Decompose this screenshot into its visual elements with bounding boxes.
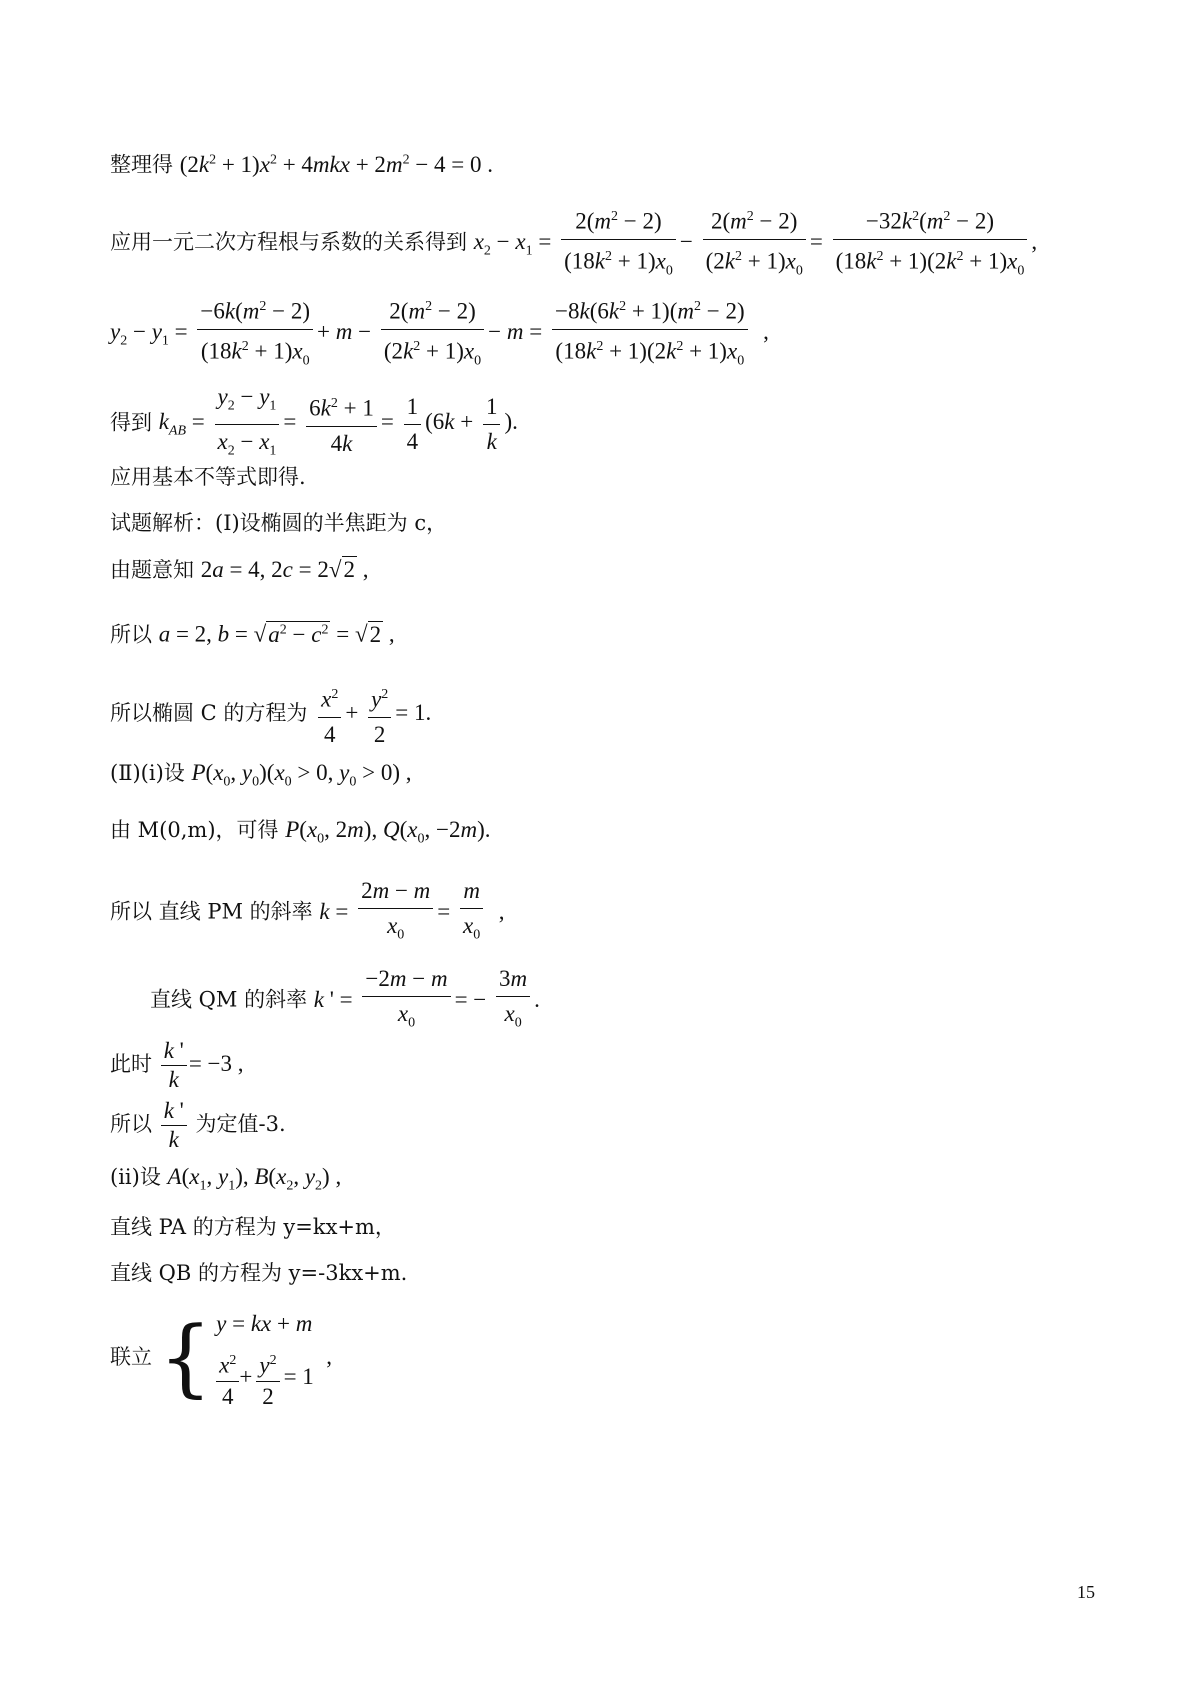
eq-line-slope-pm: 所以 直线 PM 的斜率 k = $\frac{2m - m}{x_0}$ = $\frac{m}{x_0}$ , xyxy=(110,874,505,953)
text-label: 由题意知 xyxy=(110,558,194,582)
text-label: 得到 xyxy=(110,410,152,435)
text-line-pa xyxy=(110,1212,396,1242)
eq-line-system: 联立 { y = kx + m $\frac{x^2}{4}$ + $\frac{y^2}{2}$ = 1 , xyxy=(110,1307,332,1409)
text-label: 所以 xyxy=(110,622,152,647)
text-label: 所以 直线 PM 的斜率 xyxy=(110,899,313,924)
text-label: 联立 xyxy=(110,1344,152,1369)
text-label: 直线 QM 的斜率 xyxy=(150,987,308,1012)
eq-line-point-p: (Ⅱ)(i)设 $P(x_0$, $y_0)(x_0 > 0$, $y_0 > 0$) , xyxy=(110,760,412,790)
text-label: 直线 PA 的方程为 y=kx+m， xyxy=(110,1215,396,1239)
text-label: 所以椭圆 C 的方程为 xyxy=(110,701,308,726)
text-label: 直线 QB 的方程为 y=-3kx+m. xyxy=(110,1261,408,1285)
text-label: 由 M(0,m)，可得 xyxy=(110,818,279,842)
eq-line-ratio: 此时 $\frac{k '}{k}$ = −3 , xyxy=(110,1038,244,1092)
eq-line-points-pq: 由 M(0,m)，可得 $P(x_0$, 2m), $Q(x_0$, −2m). xyxy=(110,817,491,847)
text-label: 此时 xyxy=(110,1051,152,1076)
text-label: 试题解析：(Ⅰ)设椭圆的半焦距为 c， xyxy=(110,511,448,535)
text-label: 应用一元二次方程根与系数的关系得到 xyxy=(110,230,467,255)
text-label: (Ⅱ)(i)设 xyxy=(110,761,185,785)
eq-line-y-diff: $y_2 - y_1$ = $\frac{-6k(m^2 - 2)}{(18k^2 + 1)x_0}$ + m − $\frac{2(m^2 - 2)}{(2k^2 + 1)x_0}$ − m = $\frac{-8k(6k^2 + 1)(m^2 - 2)}{(18k^2 + 1)(2k^2 + 1)x_0}$ , xyxy=(110,290,769,378)
text-line-qb xyxy=(110,1258,407,1288)
eq-line-ab: 所以 a = 2, $b = √a^2 - c^2 = √2$ , xyxy=(110,621,395,647)
eq-line-points-ab: (ii)设 $A(x_1$, $y_1$), $B(x_2$, $y_2$) , xyxy=(110,1164,342,1194)
eq-line-constant: 所以 $\frac{k '}{k}$ 为定值-3. xyxy=(110,1098,286,1152)
eq-line-ellipse: 所以椭圆 C 的方程为 $\frac{x^2}{4}$ + $\frac{y^2}{2}$ = 1. xyxy=(110,678,431,752)
eq-line-quadratic: 整理得 $(2k^2 + 1)x^2 + 4mkx + 2m^2 - 4 = 0$ . xyxy=(110,151,494,177)
eq-line-given: 由题意知 2a = 4, 2c = 2√2 , xyxy=(110,557,369,582)
text-label: 应用基本不等式即得. xyxy=(110,465,306,489)
text-label: 所以 xyxy=(110,1111,152,1136)
eq-line-slope-ab: 得到 $k_{AB}$ = $\frac{y_2 - y_1}{x_2 - x_1}$ = $\frac{6k^2 + 1}{4k}$ = $\frac{1}{4}$ (6k + $\frac{1}{k}$ ). xyxy=(110,380,518,468)
page-number: 15 xyxy=(1077,1582,1095,1602)
text-label: 为定值-3. xyxy=(195,1111,286,1136)
text-label: (ii)设 xyxy=(110,1165,161,1189)
text-inequality xyxy=(110,462,306,492)
eq-line-x-diff: 应用一元二次方程根与系数的关系得到 $x_2 - x_1$ = $\frac{2(m^2 - 2)}{(18k^2 + 1)x_0}$ − $\frac{2(m^2 - 2)}{(2k^2 + 1)x_0}$ = $\frac{-32k^2(m^2 - 2)}{(18k^2 + 1)(2k^2 + 1)x_0}$ , xyxy=(110,200,1037,288)
eq-line-slope-qm: 直线 QM 的斜率 k ' = $\frac{-2m - m}{x_0}$ = − $\frac{3m}{x_0}$ . xyxy=(150,962,540,1041)
left-brace-icon: { xyxy=(158,1307,213,1406)
text-label: 整理得 xyxy=(110,152,173,177)
text-solution-start xyxy=(110,508,447,538)
